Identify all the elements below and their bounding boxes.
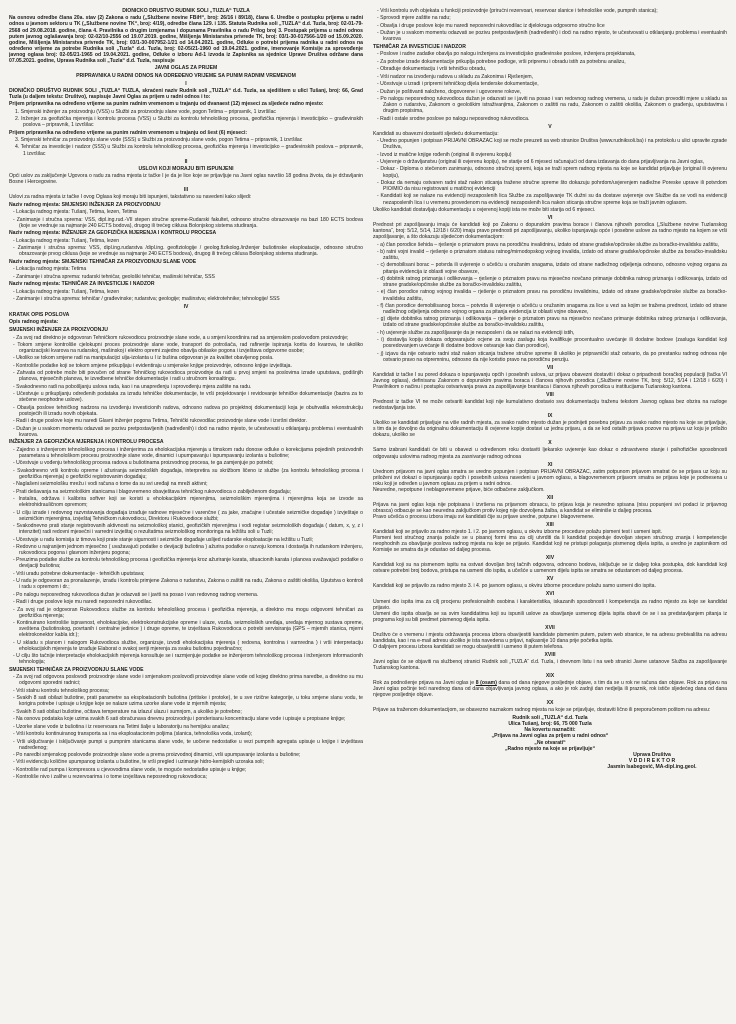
address-line: „Prijava na Javni oglas za prijem u radni odnos“ xyxy=(491,733,609,740)
duty-item: - Svakodnevno radi na pobošljanju uslova rada, kao i na unapređenju i sprovođenju mjera zaštite na radu. xyxy=(13,383,252,390)
duty-item: - Vrši kontrolu kontinuiranog transporta sa i na eksploatacionim poljima (slanica, tehnološka voda, izolant); xyxy=(13,731,253,738)
document-item: - Dokaz - Diploma o stečenom zanimanju, odnosno stručnoj spremi, koja se traži sprem radnog mjesta na koje se kandidat prijavljuje (original ili ovjerenu kopiju), xyxy=(377,166,727,179)
paragraph-xvii: Društvo će o vremenu i mjestu održavanja procesa izbora obavijestiti kandidate pismenim putem, putem web stranice, te na adresu prebivališta na adresu kandidata, kao i na e-mail adresu ukoliko je ista navedena u prijavi, najkasnije 10 dana prije početka ispita. O daljnjem procesu izbora kandidati se mogu obavijestiti i usmeno ili putem telefona. xyxy=(373,631,727,650)
priority-item: - b) ratni vojni invalid – rješenje o priznatom statusu ratnog/mirnodopskog vojnog invalida, izdato od strane gradske/općinske službe za boračko-invalidsku zaštitu, xyxy=(377,249,727,262)
job-description-head: Opis radnog mjesta: xyxy=(9,319,59,326)
section-xiii: XIII xyxy=(546,522,554,528)
priority-item: - e) član porodice ratnog vojnog invalida – rješenje o priznatom pravu na porodičnu invalidninu, izdato od strane gradske/općinske službe za boračko-invalidsku zaštitu, xyxy=(377,289,727,302)
duty-item: - Dužan je poštivanti naloženo, dogovorene i ugovorene rokove, xyxy=(377,88,522,95)
position-item: 3. Smjenski tehničar za proizvodnju slane vode (SSS) u Službi za proizvodnju slane vode, pogon Tetima – pripravnik, 1 izvršilac xyxy=(15,137,303,144)
section-vii: VII xyxy=(546,364,554,371)
duties-list-2 xyxy=(9,447,363,666)
duty-item: - Kontroliše rad pumpa i kompresora u cjevovodima slane vode, te moguće nedostatke upisuje u knjige; xyxy=(13,766,247,773)
duty-item: - Kontroliše podatke koji se tokom smjene prikupljaju i evidentiraju u smjenske knjige proizvodnje, odnosno knjige izvještaja. xyxy=(13,362,292,369)
job-title: Naziv radnog mjesta: TEHNIČAR ZA INVESTICIJE I NADZOR xyxy=(9,281,155,288)
duty-item: - Preuzima podatke službe za kontrolu tehnološkog procesa i geofizička mjerenja kroz ažuriranje karata, situacionih karata i planova uvažavajući podatke o devijaciji bušotina; xyxy=(13,557,363,570)
position-item: 2. Inženjer za geofizička mjerenja i kontrolu procesa (VSS) u Službi za kontrolu tehnološkog procesa, geofizička mjerenja i investicijsko – građevinskih poslova – pripravnik, 1 izvršilac xyxy=(15,116,363,129)
publication-paragraph: Javni oglas će se objaviti na službenoj stranici Rudnik soli „TUZLA“ d.d. Tuzla, i dnevnom listu i na web stranici Javne ustanove Služba za zapošljavanje Tuzlanskog kantona. xyxy=(373,658,727,671)
paragraph-xv: Kandidati koji se prijavilo za radno mjesto 3. i 4. po javnom oglasu, u okviru izborne procedure polažu samo usmeni dio ispita. xyxy=(373,583,656,590)
duty-item: - Vrši stalnu kontrolu tehnološkog procesa; xyxy=(13,687,110,694)
duty-item: - Po naredbi smjenskog poslovođe proizvodnje slane vode a prema proizvodnoj dinamici, vrši upumpavanje izolanta u bušotine; xyxy=(13,751,301,758)
deadline-days: 8 (osam) xyxy=(475,680,497,687)
preamble: Na osnovu odredbe člana 20a. stav (2) Zakona o radu („Službene novine FBiH“, broj: 26/16 i 89/18), člana 6. Uredbe o postupku prijema u radni odnos u javnom sektoru u TK („Službene novine TK“, broj: 4/19), odredbe člana 129. i 135. Statuta Rudnika soli „TUZLA“ d.d. Tuzla, broj: 02-01-79-2568 od 29.08.2018. godine, člana 4. Pravilnika o drugim izmjenama i dopunama Pravilnika o radu Prilog broj 3. Postupak prijema u radni odnos putem javnog oglašavanja broj: 02-02/10-2556 od 19.07.2019. godine, Mišljenja Ministarstva privrede TK, broj: 03/1-30-017566-1/20 od 15.09.2020. godine, Mišljenja Ministarstva privrede TK, broj: 03/1-30-007952-1/21 od 14.04.2021. godine, Odluke o potrebi prijema radnika u radni odnos na određeno vrijeme za potrebe Rudnika soli „Tuzla“ d.d. Tuzla, broj: 02-05/21-1960 od 19.04.2021. godine, imenovanje Komisije za sprovođenje javnog oglasa broj: 02-05/21-1965 od 19.04.2021. godine, Odluke o izboru Ad-1 izvoda iz Zapisnika sa sjednice Uprave Društva održane dana 07.05.2021. godine, Uprava Rudnika soli „Tuzla“ d.d. Tuzla, raspisuje xyxy=(9,15,363,64)
signature-org: Uprava Društva xyxy=(633,751,671,758)
duty-item: - Sprovodi mjere zaštite na radu; xyxy=(377,15,451,22)
duty-item: - Dužan je u svakom momentu odazvati se pozivu pretpostavljenih (nadređenih) i doći na radno mjesto, te učestvovati u otklanjanju problema i eventualnih kvarova. xyxy=(13,425,363,438)
job-detail: - Zanimanje i stručna sprema: rudarski tehničar, geološki tehničar, mašinski tehničar, SSS xyxy=(13,273,215,280)
duty-item: - Obrađuje dokumentaciju i vrši tehničku obradu, xyxy=(377,66,487,73)
section-x: X xyxy=(548,440,552,447)
duty-item: - Vrši kontrolu svih objekata u funkciji proizvodnje (prirućni rezervoari, reservoar slanice i tehnološke vode, pumpnih stanica); xyxy=(377,8,658,14)
duties-title: INŽENJER ZA GEOFIZIČKA MJERENJA I KONTROLU PROCESA xyxy=(9,439,164,446)
duty-item: - Obavlja i druge poslove koje mu naredi neposredni rukovodilac iz djelokruga odgovorno stručno lice xyxy=(377,22,605,29)
section-xvii: XVII xyxy=(545,624,555,631)
job-detail: - Lokacija radnog mjesta: Tetima xyxy=(13,266,87,273)
duty-item: - Vrši evidenciju količine upumpanog izolanta u bušotine, te vrši pregled i uzimanje hidro-kemijskih uzoraka soli; xyxy=(13,759,264,766)
paragraph-xvi: Usmeni dio ispita ima za cilj procjenu profesionalnih osobina i karakteristika, iskazanih sposobnosti i kompetencija za radno mjesto za koje se kandidat prijavio. Usmeni dio ispita obavlja se sa svim kandidatima koji su ispunili uslove za obavljanje usmenog dijela ispita obavit će se i sa predstavljanjem pitanja iz programa koji su bili predmet pismenog dijela ispita. xyxy=(373,598,727,623)
section-iii: III xyxy=(183,187,189,194)
job-detail: - Lokacija radnog mjesta: Tušanj, Tetima, lezen xyxy=(13,288,120,295)
priority-item: - i) dostavlja kopiju dokaza odgovarajuće ocjene za svoju zaslugu koja kvalifikuje procentualno uvećanje ili dodatne bodove (zasluga kandidat koji posredovanjem uvećanje ili dodatne bodove ostvaruje kao član porodice), xyxy=(377,337,727,350)
priority-paragraph-2: Kandidati iz tačke I su pored dokaza o ispunjavanju općih i posebnih uslova, uz prijavu obavezni dostaviti i dokaz o pripadnosti boračkoj populaciji (tačka VI Javnog oglasa), definisanu Zakonom o dopunskim pravima boraca i članova njihovih porodica („Službene novine TK, broj: 5/12, 5/14 i 12/18 i 6/20) i Pravilnikom o načinu i postupku ostvarivanja prava za zapošljavanje branitaca i članova njihovih porodica u institucijama Tuzlanskog kantona. xyxy=(373,371,727,391)
duty-item: - Za svoj rad odgovora poslovođi proizvodnje slane vode i smjenskom poslovođi proizvodnje slane vode od kojeg direktno prima naredbe, a direktno su mu odgovorni sporedni radnici; xyxy=(13,674,363,687)
job-detail: - Zanimanje i stručna sprema: VSS, dipl.ing.rudarstva /dipl.ing. geofiziologije / geolog.fizikolog./inženjer bušotinske eksploatacije, odnosno stručno obrazovanje prvog ciklusa (koje se vrednuje sa najmanje 240 ECTS bodova), drugog ili trećeg ciklusa Bolonjskog sistema studiranja. xyxy=(13,245,363,258)
duty-item: - Svakih 8 sati obilazi bušotine, prati parametre sa eksploatacionih bušotina (pritiske i protoke), te u sve rizične kategorije, u toku smjene slanu vodu, te korigira potrebe i upisuje u knjige koje se nalaze uzima uzorke slane vode iz mjernih mjesta; xyxy=(13,695,363,708)
deadline-paragraph xyxy=(373,680,727,698)
job-detail: - Zanimanje i stručna sprema: tehničar / građevinske; rudarstva; geologije; mašinstva; elektrotehnike; tehnologije/ SSS xyxy=(13,296,280,303)
paragraph-xiv: Kandidati koji su na pismenom ispitu na ostvari dovoljan broj tačnih odgovora, odnosno bodova, isključuje se iz daljeg toka postupka, dok kandidati koji ostvare potrebni broj bodova, pristupa na usmeni dio ispita, a učešće u usmenom dijelu ispita se smatra se odustanom od daljeg procesa. xyxy=(373,562,727,575)
duty-item: - Vrši uključivanje i isključivanje pumpi u pumpnim stanicama slane vode, te uočene nedostatke u vezi pumpnih agregata upisuje u knjige i izvještava nadređenog; xyxy=(13,738,363,751)
section-xv: XV xyxy=(546,576,554,583)
duty-item: - Svakih 8 sati obilazi bušotine, očitava temperature na izlazu/ ulazu i sumnjom, a ukoliko je potrebno; xyxy=(13,708,242,715)
signature-block xyxy=(577,752,727,771)
p2-heading: Prijem pripravnika na određeno vrijeme sa punim radnim vremenom u trajanju od šest (6) mjeseci: xyxy=(9,129,248,136)
document-item: - Dokaz da nemaju ostvaren radni staž nakon sticanja tražene stručne spreme što dokazuju pohrdom/uvjerenjem nadležne Poreske uprave ili potvrdom PIO/MIO da nisu registrovani u matičnoj evidenciji xyxy=(377,179,727,193)
position-item: 1. Smjenski inženjer za proizvodnju (VSS) u Službi za proizvodnju slane vode, pogon Tetima – pripravnik, 1 izvršilac xyxy=(15,108,276,115)
priority-item: - c) demobilisani borac – potvrda ili uvjerenje o učešću u oružanim snagama, izdato od strane nadležnog odjeljenja odnosno, odnosno vojnog organa za pitanja evidencija iz oblasti vojne obaveze, xyxy=(377,262,727,275)
duties-list-1 xyxy=(9,335,363,438)
priority-item: - j) izjavu da nije ostvario radni staž nakon sticanja tražene stručne spreme ili ukoliko je pripravnički staž ostvario, da po prestanku radnog odnosa nije ostvario pravo na otpremninu, odnosno da nije koristio pravo na porodičnu penziju. xyxy=(377,350,727,363)
duty-item: - Uzorke slane vode iz bušotina i iz reservoara na Tetimi šalje u laboratoriju na hemijsku analizu; xyxy=(13,723,230,730)
job-detail: - Lokacija radnog mjesta: Tušanj, Tetima, lezen xyxy=(13,237,120,244)
address-line: „Ne otvarati“ xyxy=(534,739,566,746)
section-i: I xyxy=(185,80,187,87)
duty-item: - Radi i ostale srodne poslove po nalogu neposrednog rukovodioca. xyxy=(377,115,530,122)
announcement-title: JAVNI OGLAS ZA PRIJEM xyxy=(154,65,218,72)
p1-heading: Prijem pripravnika na određeno vrijeme sa punim radnim vremenom u trajanju od dvanaest (12) mjeseci za sljedeće radno mjesto: xyxy=(9,101,324,108)
duties-title: SMJENSKI INŽENJER ZA PROIZVODNJU xyxy=(9,327,108,334)
columns xyxy=(9,8,727,1018)
paragraph-xi: Urednom prijavom na javni oglas smatra se uredno popunjen i potpisan PRIJAVNI OBRAZAC, zatim potpunom prijavom smatrat će se prijava uz koju su priloženi svi dokazi o ispunjavanju općih i posebnih uslova navedeni u javnom oglasu, a blagovremenom prijavom smatra se prijava koje je podnesena u roku koji je određen u javnom oglasu za prijem u radni odnos. Neuredne, nepotpune i neblagovremene prijave, biće odbačene zaključkom. xyxy=(373,468,727,493)
duty-item: - Po nalogu neposrednog rukovodioca dužan je odazvati se i javiti na posao i van redovnog radnog vremena. xyxy=(13,591,259,598)
duty-item: - Prati dešavanja na seizmološkim stanicama i blagovremeno obavještava tehničkog rukovodioca o zabilježenom događaju; xyxy=(13,488,292,495)
section-xiv: XIV xyxy=(545,555,555,562)
deadline-text-b: dana od dana njegove posljednje objave, s tim da se u rok ne računa dan objave. Rok za prijavu na Javni oglas počinje teći narednog dana od dana objavljivanja javnog oglasa, a ako je rok zadnji dan nedjelja ili praznik, rok ističe sljedećeg dana od dana njegove posljednje objave. xyxy=(373,680,727,699)
duty-item: - U cilju izrade i redovnog razvrstavanja događaja izrađuje radnove mjesečne i varenčne ( za jake, značajne i učestale seizmičke događaje ) izvještaje o seizmičkim mjerenjima, izvještaj Tehničkom rukovodiocu, Direktoru i Rukovodioce službi; xyxy=(13,509,363,522)
duty-item: - Poslove i radne zadatke obavlja po nalogu inženjera za investicijsko građevinske poslove, inženjera projektanata, xyxy=(377,51,636,58)
special-intro: Uslovi za radna mjesta iz tačke I ovog Oglasa koji moraju biti ispunjeni, takstativno su navedeni kako slijedi: xyxy=(9,194,252,201)
job-title: Naziv radnog mjesta: SMJENSKI TEHNIČAR ZA PROIZVODNJU SLANE VODE xyxy=(9,258,197,265)
priority-item: - a) član porodice šehida – rješenje o priznatom pravu na porodičnu invalidninu, izdato od strane gradske/općinske službe za boračko-invalidsku zaštitu, xyxy=(377,241,720,248)
duty-item: - Redovno u najranijem jednom mjesečno ( uvažavajući podatke o devijaciji bušotina ) ažurira podatke o razvoju komora i dostavlja ih rudarskom inženjeru, rukovodiocu pogona i glavnom inženjeru pogona; xyxy=(13,543,363,556)
duty-item: - Dužan je u svakom momentu odazvati se pozivu pretpostavljenih (nadređenih) i doći na radno mjesto, te učestvovati u otklanjanju problema i eventualnih kvarova xyxy=(377,30,727,43)
section-xi: XI xyxy=(547,461,553,468)
job-description-title: KRATAK OPIS POSLOVA xyxy=(9,312,70,319)
submission-paragraph: Prijave sa traženom dokumentacijom, se obavezno naznakom radnog mjesta na koje se prijavljuje, dostaviti lično ili preporučenom poštom na adresu: xyxy=(373,707,711,714)
duty-item: - Vrši uradu potrebne dokumentacije - tehničkih uputstava; xyxy=(13,570,145,577)
intro-paragraph: DIONIČKO DRUŠTVO RUDNIK SOLI „TUZLA“ TUZLA, skraćeni naziv Rudnik soli „TUZLA“ d.d. Tuzla, sa sjedištem u ulici Tušanj, broj: 66, Grad Tuzla (u daljem tekstu: Društvo), raspisuje Javni Oglas za prijem u radni odnos i to: xyxy=(9,87,363,100)
duty-item: - Instalira, održava i kalibrira softver koji se koristi u eholokacijskim mjerenjima, seizmološkim mjerenjima i mjerenjima koja se izvode sa elektrohidrauličnom opremom; xyxy=(13,496,363,509)
duty-item: - Zahvata od potrebe može biti povučen od strane Tehničkog rukovodioca proizvodnje da radi u prvoj smjeni na poslovima izrade uputstava, godišnjih planova, mjesečnih planova, te izvedbene tehničke dokumentacije i radi u stručnom konsaltingu. xyxy=(13,370,363,383)
priority-item: - g) dijete dobitnika ratnog priznanja i odlikovanja – rješenje o priznatom pravu na mjesečno novčano primanje dobitnika ratnog priznanja i odlikovanja, izdato od strane gradske/općinske službe za boračko-invalidsku zaštitu, xyxy=(377,316,727,329)
duty-item: - Vrši nadzor na izvođenju radova u skladu za Zakonima i Rješenjem, xyxy=(377,73,534,80)
duty-item: - Učestvuje u prikupljanju određenih podataka za izradu tehničke dokumentacije, te vrši projektovanje i revidovanje tehničke dokumentacije (bazira za to stečene neophodne uslove). xyxy=(13,391,363,404)
address-line: „Radno mjesto na koje se prijavljuje“ xyxy=(504,745,596,752)
duty-item: - Za svoj rad je odgovoran Rukovodiocu službe za kontrolu tehnološkog procesa i geofizička mjerenja, a direktno mu mogu odgovorni tehničari za geofizička mjerenja; xyxy=(13,606,363,619)
duty-item: - Kontinuirano kontroliše ispravnost, eholokacijske, elektrokonstrukcijske opreme i ulaze, vozila, seizmoloških uređaja, uređaja mjernog sustava opreme, sveštena (bušotinskog, povrtanih i centralne jedinice ) i druge opreme, te izvještava Rukovodioca o potrebi servisiranja (GPS – mjernih stanica, mjerni elektrokonektor kabla idr.); xyxy=(13,620,363,639)
section-xii: XII xyxy=(546,494,554,501)
right-column xyxy=(373,8,727,1018)
duty-item: - Obavlja poslove tehničkog nadzora na izvođenju investicionih radova, odnosno radova po projektnoj dokumentaciji koja je obuhvatila rekonstrukciju postojećih ili izradu novih objekata. xyxy=(13,404,363,417)
left-column xyxy=(9,8,363,1018)
duty-item: - Svakodnevno vrši kontrolu opreme i ažuriranja seizmoloških događaja, interpretira su skrižbom ličeno iz službe (za kontrolu tehnološkog procesa i geofizička mjerenja) o geofizički registrovanim događaju; xyxy=(13,467,363,480)
section-xix: XIX xyxy=(545,673,555,680)
duties-list-3 xyxy=(9,674,363,780)
section-viii: VIII xyxy=(546,392,554,399)
conditions-title: USLOVI KOJI MORAJU BITI ISPUNJENI xyxy=(138,165,234,172)
duty-item: - Po nalogu neposrednog rukovodioca dužan je odazvati se i javiti na posao i van redovnog radnog vremena, u radu je dužan provoditi mjere u skladu sa Zakon o rudarstvu, Zakonom o geološkim istraživanjima, Zakonom o zaštiti na radu, Zakonom o zaštiti okoliša, Zakonom o građenju, uputstavima i drugim propisima, xyxy=(377,96,727,115)
duty-item: - Učestvuje u vođenju tehnološkog procesa radova u bušotinama proizvodnog procesa, te ga zamjenjuje po potrebi; xyxy=(13,460,274,467)
duty-item: - Na osnovu podataka koje uzima svakih 6 sati obračunava dnevnu proizvodnju i ponderisanu koncentraciju slane vode i upisuje u propisane knjige; xyxy=(13,716,346,723)
paragraph-viii: Prednost iz tačke VI ne može ostvariti kandidat koji nije kumulativno dostavio svu dokumentaciju traženu tekstom Javnog oglasa bez obzira na razloge nedostavljanja iste. xyxy=(373,399,727,412)
documents-note: Ukoliko kandidati dostavljaju dokumentaciju u ovjerenoj kopiji ista ne može biti starija od 6 mjeseci. xyxy=(373,206,596,213)
job-detail: - Lokacija radnog mjesta: Tušanj, Tetima, lezen, Tetima xyxy=(13,209,137,216)
section-xx: XX xyxy=(546,700,554,707)
duty-item: - Radi i druge poslove koje mu naredi Glavni inženjer pogona Tetima, Tehnički rukovodilac proizvodnje slane vode i izvršni direktor. xyxy=(13,418,307,425)
duty-item: - U skladu s planom i nalogom Rukovodioca službe, organizuje, izvodi eholokacijska mjerenja ( redovna, kontrolna i varnredna ) i vrši interpretaciju eholokacijskih mjerenja te izrađuje Elaborat o svakoj seriji mjerenja za svaku bušotinu pojedinačno; xyxy=(13,639,363,652)
section-ii: II xyxy=(184,158,188,165)
general-conditions: Opći uslov za zaključenje Ugovora o radu za radna mjesta iz tačke I je da je lice koje se prijavljuje na Javni oglas navršio 18 godina života, da je državljanin Bosne i Hercegovine. xyxy=(9,173,363,186)
duty-item: - Za svoj rad direktno je odgovoran Tehničkom rukovodiocu proizvodnje slane vode, a u smjeni koordinira rad sa smjenskim poslovođom proizvodnje; xyxy=(13,334,349,341)
duty-item: - Zajedno s inženjerom tehnološkog procesa i inženjerima za eholokacijska mjerenja u timskom radu donose odluke o korekcijama pojedinih proizvodnih parametara u tehnološkom procesu proizvodnje slane vode, dinamici i upumpavanju i ispumpavanju izolanta u bušotine; xyxy=(13,446,363,459)
section-ix: IX xyxy=(547,413,553,420)
duty-item: - Naglašeni seizmološku mrežu i vodi računa o tome da su svi uređaji na mreži aktivni; xyxy=(13,481,208,488)
duty-item: - Učestvuje u radu komisija iz timova koji prate stanje sigurnosti i seizmičke događaje uslijed rudarske eksploatacije na ležištu u Tuzli; xyxy=(13,536,314,543)
duty-item: - Za potrebe izrade dokumentacije prikuplja potrebne podloge, vrši pripremu i obradu istih za potrebnu analizu, xyxy=(377,58,626,65)
priority-item: - d) dobitnik ratnog priznanja i odlikovanja – rješenje o priznatom pravu na mjesečno novčano primanje dobitnika ratnog priznanja i odlikovanja, izdato od strane gradske/općinske službe za boračko-invalidsku zaštitu, xyxy=(377,275,727,289)
duties-title: SMJENSKI TEHNIČAR ZA PROIZVODNJU SLANE VODE xyxy=(9,666,144,673)
priority-paragraph: Prednost pri zapošljavanju imaju će kandidati koji po Zakonu o dopunskim pravima borace i članova njihovih porodica („Službene novine Tuzlanskog kantona“, broj: 5/12, 5/14, 12/18 i 6/20) imaju pravo prednosti pri zapošljavanju, ukoliko ispunjavaju opće i posebne uslove za radno mjesto na kojem se vrši zapošljavanje, a što dokazuju sljedećom dokumentacijom: xyxy=(373,222,727,241)
document-item: - Kandidati koji se nalaze na evidenciji nezaposlenih lica Službe za zapošljavanje TK dužni su da dostave uvjerenje ove Službe da se vodi na evidenciji nezaposlenih lica i u vremenu provedenom na evidenciji nezaposlenih lica nakon sticanja stručne spreme koja se traži javnim oglasom. xyxy=(377,193,727,206)
signature-title: V D D I R E K T O R xyxy=(628,758,676,765)
company-heading: DIONIČKO DRUŠTVO RUDNIK SOLI „TUZLA“ TUZLA xyxy=(122,8,250,14)
duty-item: - Kontroliše nivo i zalihe u rezervoarima i o tome izvještava neposrednog rukovodioca; xyxy=(13,774,207,781)
section-vi: VI xyxy=(547,214,553,221)
document-item: - Uredno popunjen i potpisan PRIJAVNI OBRAZAC koji se može preuzeti sa web stranice Društva (www.rudniksoli.ba) i na protokolu u ulici upravite zgrade Društva, xyxy=(377,138,727,151)
section-xviii: XVIII xyxy=(544,651,556,658)
duty-item: - Tokom smjene kontroliše cjelokupni proces proizvodnje slane vode, transport do potrošača, rad rafinerije ispiranja korita do kvarova, te ukoliko organizacijski kvarova na rudarskoj, mašinskoj i elektro opremi zajedno obavlja obilaske pogona i izvještava odgovorne osobe; xyxy=(13,341,363,355)
duties-title: TEHNIČAR ZA INVESTICIJE I NADZOR xyxy=(373,44,466,50)
duty-item: - Učestvuje u izradi i pripremi tehničkog dijela tenderske dokumentacije, xyxy=(377,81,539,88)
address-line: Ulica Tušanj, broj: 66, 75 000 Tuzla xyxy=(508,720,592,727)
address-line: Rudnik soli „TUZLA“ d.d. Tuzla xyxy=(512,714,588,721)
paragraph-x: Samo izabrani kandidati će biti u obavezi u određenom roku dostaviti ljekarsko uvjerenje kao dokaz o zdravstveno stanje i psihofizičke sposobnosti odgovaraju uslovima radnog mjesta za zasnivanje radnog odnosa xyxy=(373,447,727,460)
priority-item: - h) uvjerenje službe za zapošljavanje da je nezaposlen i da se nalazi na evidenciji istih, xyxy=(377,329,575,336)
announcement-subtitle: PRIPRAVNIKA U RADNI ODNOS NA ODREĐENO VRIJEME SA PUNIM RADNIM VREMENOM xyxy=(76,72,296,79)
paragraph-ix: Ukoliko se kandidati prijavljuje na više radnih mjesta, za svako radno mjesto dužan je podnijeti posebnu prijavu za svako radno mjesto na koje se prijavljuje, s tim da je dovoljno da originalnu dokumentaciju ili ovjerene kopije dostavi uz jednu prijavu, a da se kod ostalih prijava pozove na prijavu uz koju je priložio dokazu, ukoliko se xyxy=(373,420,727,439)
duty-item: - Ukoliko se tokom smjene radi na manipulacijci ulja-izolanta u I iz bušina odgovoran je za kvalitet obavljenog posla. xyxy=(13,355,274,362)
duty-item: - Radi i druge poslove koje mu naredi neposredni rukovodilac. xyxy=(13,599,153,606)
documents-intro: Kandidati su obavezni dostaviti sljedeću dokumentaciju: xyxy=(373,130,499,137)
duty-item: - Svakodnevno prati stanje registrovanih aktivnosti na seizmološkoj stanici, geofizičkih mjerenjima i vodi registar seizmoloških događaja ( datum, x, y, z i intenzitet) radi redovni mjesečni i varredni izvještaj o rezultatima seizmološkog monitoringa na ležištu soli u Tuzli; xyxy=(13,523,363,536)
duty-item: - U radu je odgovoran za pronalazenje, izradu i kontrolu primjene Zakona o rudarstvu, Zakona o zaštiti na radu, Zakona o zaštiti okoliša, Uputstva o kontroli i radu s opremom i dr.; xyxy=(13,578,363,591)
document-item: - Izvod iz matične knjige rođenih (original ili ovjerenu kopiju) xyxy=(377,151,512,158)
signature-name: Jasmin Isabegović, MA-dipl.ing.geol. xyxy=(607,764,697,771)
paragraph-xii: Prijava na javni oglas koja nije potpisana i izvršena na prijavnom obrascu, to prijava koja je neuredno spisana (nisu popunjeni svi podaci iz prijavnog obrasca) odbacuje se kao neuredna zaključkom protiv kojeg nije dozvoljena žalba, a kandidat se eliminiše iz daljeg procesa. Pravo učešća o procesu izbora imaju svi kandidati čije su prijave uredne, potpune i blagovremene. xyxy=(373,501,727,520)
deadline-text-a: Rok za podnošenje prijava na Javni oglas je xyxy=(373,680,476,687)
job-title: Naziv radnog mjesta: SMJENSKI INŽENJER ZA PROIZVODNJU xyxy=(9,201,161,208)
section-iv: IV xyxy=(183,304,189,311)
job-detail: - Zanimanje i stručna sprema: VSS, dipl.ing.rud.-VII stepen stručne spreme-Rudarski fakultet, odnosno stručno obrazovanje na bazi 180 ECTS bodova (koje se vrednuje sa najmanje 240 ECTS bodova), drugog ili trećeg ciklusa Bolonjskog sistema studiranja. xyxy=(13,216,363,229)
section-xvi: XVI xyxy=(545,591,555,598)
section-v: V xyxy=(548,123,552,130)
job-title: Naziv radnog mjesta: INŽENJER ZA GEOFIZIČKA MJERENJA I KONTROLU PROCESA xyxy=(9,230,217,237)
position-item: 4. Tehničar za investicije i nadzor (SSS) u Službi za kontrolu tehnološkog procesa, geofizička mjerenja i investicijsko – građevinskih poslova – pripravnik, 1 izvršilac xyxy=(15,144,363,157)
address-line: Na kovertu naznačiti: xyxy=(524,727,576,734)
priority-item: - f) član porodice demobilisanog borca – potvrda ili uvjerenje o učešću u oružanim snagama za lice u vezi sa kojim se tražena prednost, izdato od strane nadležnog odjeljenja odnosno vojnog organa za pitanja evidencija iz oblasti vojne obaveze, xyxy=(377,302,727,315)
duty-item: - U cilju što tačnije interpretacije eholokacijskih mjerenja konsultuje se i razmjenjuje podatke se inženjerom tehnološkog procesa i inženjerom informacionih tehnologija; xyxy=(13,653,363,666)
paragraph-xiii: Kandidati koji se prijavilo za radno mjesto 1. i 2. po javnom oglasu, u okviru izborne procedure polažu pismeni test i usmeni ispit. Pismeni test stručnog znanja polaže se u pisanoj formi ima za cilj utvrditi da li kandidat posjeduje dovoljan stepen stručnog znanja i kompetencije neophodnih za obavljanje poslova radnog mjesta na koje se prijavio. Kandidat koji ne pristupi polaganju pismenog dijela ispita, a uredno je zapisnikom od Komisije se smatra da je odustao od daljeg procesa. xyxy=(373,529,727,554)
document-item: - Uvjerenje o državljanstvu (original ili ovjerenu kopiju), ne starije od 6 mjeseci računajući od dana izdavanja do dana prijavljivanja na Javni oglas, xyxy=(377,159,705,166)
